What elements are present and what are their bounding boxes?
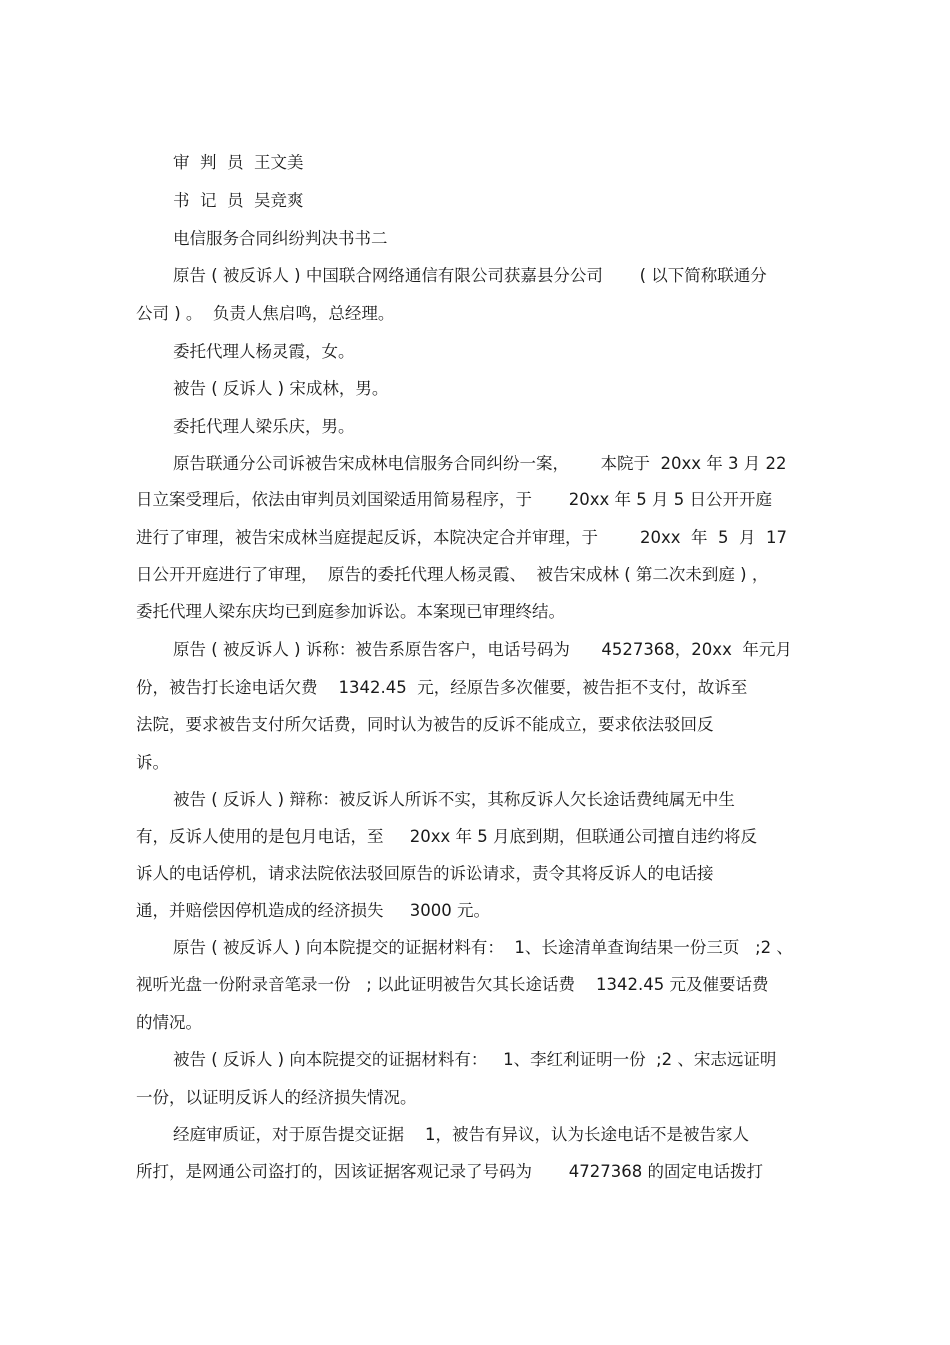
text-line: 通，并赔偿因停机造成的经济损失 3000 元。: [136, 901, 490, 920]
document-title: 电信服务合同纠纷判决书书二: [173, 229, 388, 248]
text-line: 日立案受理后，依法由审判员刘国梁适用简易程序，于 20xx 年 5 月 5 日公开开庭: [136, 490, 772, 509]
text-line: 被告 ( 反诉人 ) 宋成林，男。: [173, 379, 389, 398]
text-line: 委托代理人梁乐庆，男。: [173, 417, 355, 436]
text-line: 进行了审理，被告宋成林当庭提起反诉，本院决定合并审理，于 20xx 年 5 月 17: [136, 528, 787, 547]
text-line: 视听光盘一份附录音笔录一份 ; 以此证明被告欠其长途话费 1342.45 元及催要话费: [136, 975, 769, 994]
text-line: 公司 ) 。 负责人焦启鸣，总经理。: [136, 304, 395, 323]
text-line: 诉人的电话停机，请求法院依法驳回原告的诉讼请求，责令其将反诉人的电话接: [136, 864, 714, 883]
text-line: 一份，以证明反诉人的经济损失情况。: [136, 1088, 417, 1107]
text-line: 被告 ( 反诉人 ) 向本院提交的证据材料有： 1、李红利证明一份 ;2 、宋志远证明: [173, 1050, 777, 1069]
text-line: 原告联通分公司诉被告宋成林电信服务合同纠纷一案， 本院于 20xx 年 3 月 22: [173, 454, 787, 473]
text-line: 被告 ( 反诉人 ) 辩称：被反诉人所诉不实，其称反诉人欠长途话费纯属无中生: [173, 790, 735, 809]
text-line: 法院，要求被告支付所欠话费，同时认为被告的反诉不能成立，要求依法驳回反: [136, 715, 714, 734]
text-line: 所打，是网通公司盗打的，因该证据客观记录了号码为 4727368 的固定电话拨打: [136, 1162, 763, 1181]
text-line: 有，反诉人使用的是包月电话，至 20xx 年 5 月底到期，但联通公司擅自违约将反: [136, 827, 757, 846]
text-line: 原告 ( 被反诉人 ) 向本院提交的证据材料有： 1、长途清单查询结果一份三页 ;2 、: [173, 938, 793, 957]
text-line: 委托代理人梁东庆均已到庭参加诉讼。本案现已审理终结。: [136, 602, 565, 621]
judge-line: 审 判 员 王文美: [173, 153, 304, 172]
text-line: 原告 ( 被反诉人 ) 中国联合网络通信有限公司获嘉县分公司 ( 以下简称联通分: [173, 266, 767, 285]
text-line: 日公开开庭进行了审理， 原告的委托代理人杨灵霞、 被告宋成林 ( 第二次未到庭 ) ，: [136, 565, 769, 584]
text-line: 委托代理人杨灵霞，女。: [173, 342, 355, 361]
text-line: 份，被告打长途电话欠费 1342.45 元，经原告多次催要，被告拒不支付，故诉至: [136, 678, 748, 697]
text-line: 诉。: [136, 753, 169, 772]
clerk-line: 书 记 员 吴竞爽: [173, 191, 304, 210]
text-line: 经庭审质证，对于原告提交证据 1，被告有异议，认为长途电话不是被告家人: [173, 1125, 749, 1144]
text-line: 原告 ( 被反诉人 ) 诉称：被告系原告客户，电话号码为 4527368，20xx 年元月: [173, 640, 792, 659]
text-line: 的情况。: [136, 1013, 202, 1032]
